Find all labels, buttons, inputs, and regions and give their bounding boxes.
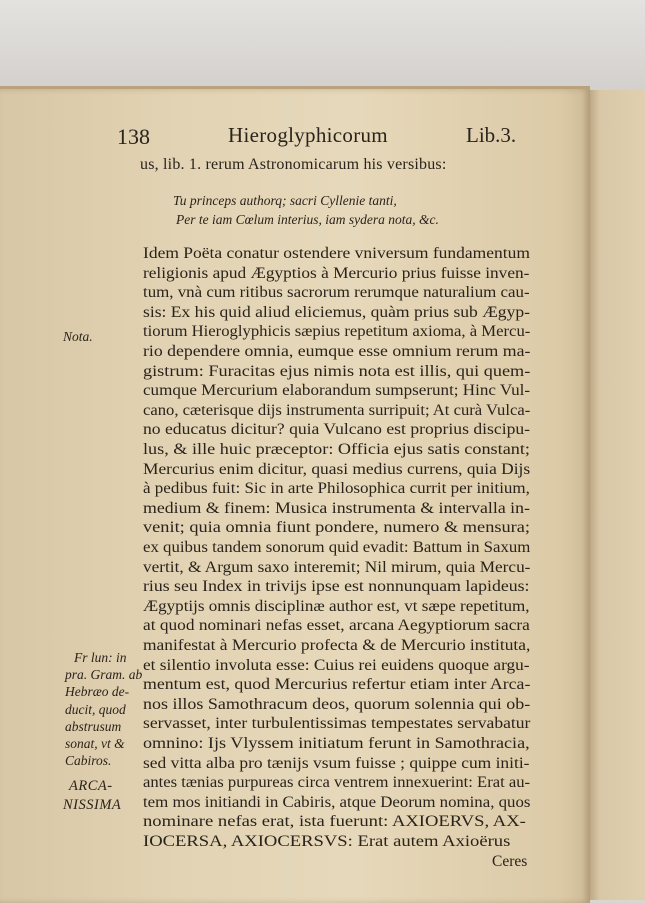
- running-title: Hieroglyphicorum: [228, 123, 388, 147]
- facing-page: [588, 90, 645, 900]
- body-line: Ceres: [492, 852, 528, 870]
- body-line: antes tænias purpureas circa ventrem innexuerint: Erat au-: [143, 774, 531, 792]
- body-line: Mercurius enim dicitur, quasi medius currens, quia Dijs: [143, 460, 531, 478]
- opening-line: us, lib. 1. rerum Astronomicarum his versibus:: [140, 156, 447, 173]
- book-label: Lib.3.: [466, 123, 517, 147]
- margin-note-etymology: ducit, quod: [65, 701, 126, 717]
- body-line: medium & finem: Musica instrumenta & intervalla in-: [143, 499, 530, 517]
- body-line: sed vitta alba pro tænijs vsum fuisse ; quippe cum initi-: [143, 754, 530, 772]
- margin-note-etymology: abstrusum: [65, 718, 122, 734]
- page-number: 138: [117, 124, 150, 149]
- body-line: manifestat à Mercurio profecta & de Mercurio instituta,: [143, 637, 531, 654]
- body-line: at quod nominari nefas esset, arcana Aegyptiorum sacra: [143, 617, 530, 635]
- body-line: ex quibus tandem sonorum quid evadit: Battum in Saxum: [143, 539, 531, 556]
- body-line: sis: Ex his quid aliud eliciemus, quàm prius sub Ægyp-: [143, 303, 530, 321]
- margin-note-nota: Nota.: [63, 329, 93, 344]
- margin-note-arcana: NISSIMA: [63, 797, 122, 813]
- body-line: rio dependere omnia, eumque esse omnium rerum ma-: [143, 343, 531, 360]
- margin-note-etymology: pra. Gram. ab: [65, 667, 143, 683]
- body-line: IOCERSA, AXIOCERSVS: Erat autem Axioërus: [143, 833, 511, 850]
- background-surface: [0, 0, 645, 92]
- verse-line-2: Per te iam Cœlum interius, iam sydera nota, &c.: [176, 212, 439, 227]
- body-line: tem mos initiandi in Cabiris, atque Deorum nomina, quos: [143, 793, 531, 811]
- margin-note-etymology: sonat, vt &: [65, 736, 125, 751]
- body-line: tiorum Hieroglyphicis sæpius repetitum axioma, à Mercu-: [143, 323, 531, 341]
- margin-note-arcana: ARCA-: [69, 778, 113, 794]
- margin-note-etymology: Cabiros.: [65, 753, 112, 769]
- margin-note-etymology: Hebræo de-: [65, 684, 130, 700]
- body-line: rius seu Index in trivijs ipse est nonnunquam lapideus:: [143, 578, 530, 596]
- body-line: nominare nefas erat, ista fuerunt: AXIOERVS, AX-: [143, 813, 526, 831]
- verse-line-1: Tu princeps authorq; sacri Cyllenie tanti,: [173, 193, 397, 208]
- body-line: à pedibus fuit: Sic in arte Philosophica currit per initium,: [143, 480, 530, 498]
- body-line: Ægyptijs omnis disciplinæ author est, vt sæpe repetitum,: [143, 597, 530, 615]
- margin-note-etymology: Fr lun: in: [74, 650, 127, 665]
- body-line: mentum est, quod Mercurius refertur etiam inter Arca-: [143, 676, 531, 694]
- body-line: servasset, inter turbulentissimas tempestates servabatur: [143, 715, 531, 733]
- body-line: cano, cæterisque dijs instrumenta surripuit; At curà Vulca-: [143, 401, 531, 419]
- body-line: tum, vnà cum ritibus sacrorum rerumque naturalium cau-: [143, 284, 530, 302]
- body-line: no educatus dicitur? quia Vulcano est proprius discipu-: [143, 421, 531, 439]
- body-line: cumque Mercurium elaborandum sumpserunt; Hinc Vul-: [143, 382, 531, 400]
- body-line: nos illos Samothracum deos, quorum solennia qui ob-: [143, 695, 531, 713]
- body-line: venit; quia omnia fiunt pondere, numero & mensura;: [143, 519, 531, 537]
- body-line: religionis apud Ægyptios à Mercurio prius fuisse inven-: [143, 264, 530, 282]
- body-line: vertit, & Argum saxo interemit; Nil mirum, quia Mercu-: [143, 558, 531, 576]
- verse-quote: [173, 191, 439, 229]
- body-line: et silentio involuta esse: Cuius rei euidens quoque argu-: [143, 656, 530, 674]
- body-line: lus, & ille huic præceptor: Officia ejus satis constant;: [143, 441, 530, 458]
- body-line: gistrum: Furacitas ejus nimis nota est illis, qui quem-: [143, 362, 531, 380]
- body-line: omnino: Ijs Vlyssem initiatum ferunt in Samothracia,: [143, 735, 530, 752]
- body-line: Idem Poëta conatur ostendere vniversum fundamentum: [143, 245, 530, 262]
